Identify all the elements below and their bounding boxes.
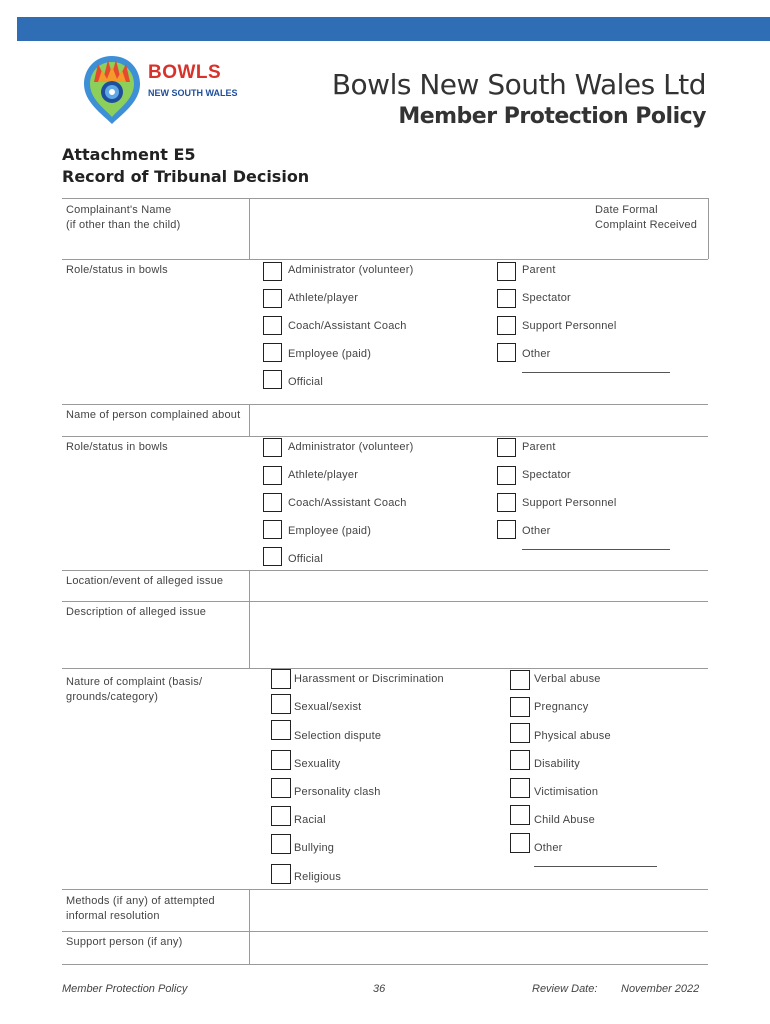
- checkbox-official[interactable]: [263, 370, 282, 389]
- other-nature-specify-line[interactable]: [534, 866, 657, 867]
- checkbox-athlete-2[interactable]: [263, 466, 282, 485]
- checkbox-disability[interactable]: [510, 750, 530, 770]
- row-divider: [62, 570, 708, 571]
- column-divider: [708, 198, 709, 259]
- checkbox-administrator[interactable]: [263, 262, 282, 281]
- option-employee-2: Employee (paid): [288, 525, 372, 537]
- support-person-label: Support person (if any): [66, 936, 183, 948]
- footer-policy-name: Member Protection Policy: [62, 983, 188, 995]
- checkbox-coach[interactable]: [263, 316, 282, 335]
- option-administrator-2: Administrator (volunteer): [288, 441, 414, 453]
- nature-label: Nature of complaint (basis/ grounds/category): [66, 676, 203, 703]
- checkbox-spectator-2[interactable]: [497, 466, 516, 485]
- table-bottom-border: [62, 964, 708, 965]
- footer-review-label: Review Date:: [532, 983, 598, 995]
- option-sexual: Sexual/sexist: [294, 701, 362, 713]
- person-complained-field[interactable]: [251, 406, 707, 435]
- option-personality-clash: Personality clash: [294, 786, 381, 798]
- option-disability: Disability: [534, 758, 581, 770]
- other-specify-line[interactable]: [522, 372, 670, 373]
- option-other: Other: [522, 348, 551, 360]
- methods-label: Methods (if any) of attempted informal resolution: [66, 895, 215, 922]
- option-other-2: Other: [522, 525, 551, 537]
- row-divider: [62, 601, 708, 602]
- column-divider: [249, 889, 250, 964]
- column-divider: [249, 198, 250, 259]
- option-selection-dispute: Selection dispute: [294, 730, 382, 742]
- option-support-personnel-2: Support Personnel: [522, 497, 617, 509]
- logo-text-nsw: NEW SOUTH WALES: [148, 88, 238, 98]
- footer-review-date: November 2022: [621, 983, 700, 995]
- option-administrator: Administrator (volunteer): [288, 264, 414, 276]
- option-coach-2: Coach/Assistant Coach: [288, 497, 407, 509]
- checkbox-parent-2[interactable]: [497, 438, 516, 457]
- checkbox-employee-2[interactable]: [263, 520, 282, 539]
- logo-pin-icon: [80, 52, 144, 126]
- option-religious: Religious: [294, 871, 342, 883]
- option-employee: Employee (paid): [288, 348, 372, 360]
- attachment-heading: [62, 144, 309, 188]
- option-other-nature: Other: [534, 842, 563, 854]
- checkbox-victimisation[interactable]: [510, 778, 530, 798]
- checkbox-racial[interactable]: [271, 806, 291, 826]
- checkbox-other-nature[interactable]: [510, 833, 530, 853]
- checkbox-verbal-abuse[interactable]: [510, 670, 530, 690]
- checkbox-other[interactable]: [497, 343, 516, 362]
- option-physical-abuse: Physical abuse: [534, 730, 611, 742]
- row-divider: [62, 436, 708, 437]
- description-label: Description of alleged issue: [66, 606, 207, 618]
- methods-field[interactable]: [251, 891, 707, 930]
- checkbox-sexual[interactable]: [271, 694, 291, 714]
- attachment-number: Attachment E5: [62, 145, 196, 164]
- checkbox-support-personnel[interactable]: [497, 316, 516, 335]
- bowls-nsw-logo: [80, 52, 240, 126]
- checkbox-employee[interactable]: [263, 343, 282, 362]
- option-parent: Parent: [522, 264, 556, 276]
- location-field[interactable]: [251, 572, 707, 600]
- option-parent-2: Parent: [522, 441, 556, 453]
- top-banner: [17, 17, 770, 41]
- checkbox-official-2[interactable]: [263, 547, 282, 566]
- location-label: Location/event of alleged issue: [66, 575, 224, 587]
- row-divider: [62, 404, 708, 405]
- option-coach: Coach/Assistant Coach: [288, 320, 407, 332]
- option-sexuality: Sexuality: [294, 758, 341, 770]
- date-received-label: Date Formal Complaint Received: [595, 204, 698, 231]
- table-top-border: [62, 198, 708, 199]
- option-racial: Racial: [294, 814, 326, 826]
- option-spectator-2: Spectator: [522, 469, 571, 481]
- option-official: Official: [288, 376, 324, 388]
- column-divider: [249, 570, 250, 668]
- complainant-name-field[interactable]: [251, 200, 586, 258]
- checkbox-bullying[interactable]: [271, 834, 291, 854]
- checkbox-spectator[interactable]: [497, 289, 516, 308]
- organisation-name: Bowls New South Wales Ltd: [331, 68, 706, 101]
- option-spectator: Spectator: [522, 292, 571, 304]
- option-support-personnel: Support Personnel: [522, 320, 617, 332]
- checkbox-administrator-2[interactable]: [263, 438, 282, 457]
- row-divider: [62, 931, 708, 932]
- option-athlete-2: Athlete/player: [288, 469, 359, 481]
- option-athlete: Athlete/player: [288, 292, 359, 304]
- footer-page-number: 36: [373, 983, 386, 995]
- role-status-label-2: Role/status in bowls: [66, 441, 168, 453]
- option-bullying: Bullying: [294, 842, 335, 854]
- checkbox-harassment[interactable]: [271, 669, 291, 689]
- checkbox-physical-abuse[interactable]: [510, 723, 530, 743]
- row-divider: [62, 889, 708, 890]
- option-victimisation: Victimisation: [534, 786, 599, 798]
- checkbox-selection-dispute[interactable]: [271, 720, 291, 740]
- person-complained-label: Name of person complained about: [66, 409, 241, 421]
- checkbox-pregnancy[interactable]: [510, 697, 530, 717]
- option-child-abuse: Child Abuse: [534, 814, 595, 826]
- policy-title: Member Protection Policy: [398, 104, 706, 129]
- option-verbal-abuse: Verbal abuse: [534, 673, 601, 685]
- support-person-field[interactable]: [251, 933, 707, 963]
- column-divider: [249, 404, 250, 436]
- checkbox-parent[interactable]: [497, 262, 516, 281]
- row-divider: [62, 259, 708, 260]
- option-pregnancy: Pregnancy: [534, 701, 589, 713]
- logo-text-bowls: BOWLS: [148, 62, 222, 83]
- row-divider: [62, 668, 708, 669]
- checkbox-child-abuse[interactable]: [510, 805, 530, 825]
- checkbox-sexuality[interactable]: [271, 750, 291, 770]
- checkbox-personality-clash[interactable]: [271, 778, 291, 798]
- checkbox-coach-2[interactable]: [263, 493, 282, 512]
- checkbox-religious[interactable]: [271, 864, 291, 884]
- checkbox-athlete[interactable]: [263, 289, 282, 308]
- complainant-name-label: Complainant's Name (if other than the child): [66, 204, 181, 231]
- document-title: Record of Tribunal Decision: [62, 167, 310, 186]
- checkbox-support-personnel-2[interactable]: [497, 493, 516, 512]
- checkbox-other-2[interactable]: [497, 520, 516, 539]
- option-harassment: Harassment or Discrimination: [294, 673, 444, 685]
- option-official-2: Official: [288, 553, 324, 565]
- role-status-label: Role/status in bowls: [66, 264, 168, 276]
- other-specify-line-2[interactable]: [522, 549, 670, 550]
- description-field[interactable]: [251, 603, 707, 667]
